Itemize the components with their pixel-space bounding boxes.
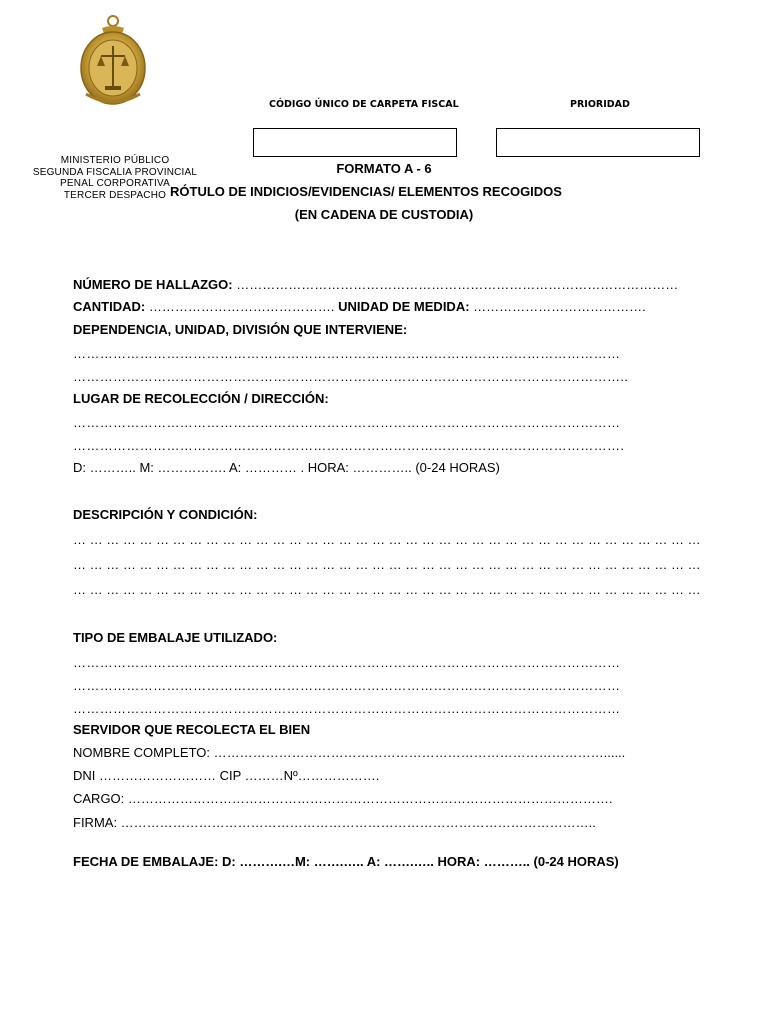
dependencia-field-line-2[interactable]: …………………………………………………………………………………………………………….. xyxy=(73,369,629,384)
prosecutor-seal-icon xyxy=(74,14,152,110)
firma-field[interactable]: FIRMA: ……………………………………………………………………………………………….. xyxy=(73,815,596,830)
dni-cip-field[interactable]: DNI ……………………… CIP ………Nº………………. xyxy=(73,768,380,783)
prioridad-label: PRIORIDAD xyxy=(570,99,630,110)
tipo-embalaje-label: TIPO DE EMBALAJE UTILIZADO: xyxy=(73,630,278,645)
descripcion-field-line-1[interactable]: … … … … … … … … … … … … … … … … … … … … … … … … … … … … … … … … … … … … … … xyxy=(73,532,701,547)
cargo-field[interactable]: CARGO: …………………………………………………………………………………………………. xyxy=(73,791,613,806)
unidad-medida-field[interactable]: …………………………………. xyxy=(473,299,646,314)
nombre-completo-field[interactable]: NOMBRE COMPLETO: ………………………………………………………………………………...... xyxy=(73,745,626,760)
dependencia-label: DEPENDENCIA, UNIDAD, DIVISIÓN QUE INTERVIENE: xyxy=(73,322,408,337)
descripcion-field-line-3[interactable]: … … … … … … … … … … … … … … … … … … … … … … … … … … … … … … … … … … … … … … xyxy=(73,582,701,597)
cantidad-row xyxy=(73,299,646,314)
numero-hallazgo-field[interactable]: ………………………………………………………………………………………… xyxy=(236,277,679,292)
agency-line-4: TERCER DESPACHO xyxy=(63,189,167,201)
codigo-carpeta-label: CÓDIGO ÚNICO DE CARPETA FISCAL xyxy=(269,99,459,110)
numero-hallazgo-label: NÚMERO DE HALLAZGO: xyxy=(73,277,233,292)
lugar-recoleccion-label: LUGAR DE RECOLECCIÓN / DIRECCIÓN: xyxy=(73,391,329,406)
cantidad-field[interactable]: ……………………………………. xyxy=(148,299,335,314)
embalaje-field-line-3[interactable]: …………………………………………………………………………………………………………… xyxy=(73,701,621,716)
cantidad-label: CANTIDAD: xyxy=(73,299,146,314)
lugar-field-line-2[interactable]: ……………………………………………………………………………………………………………. xyxy=(73,438,625,453)
numero-hallazgo-row xyxy=(73,277,678,292)
embalaje-field-line-1[interactable]: …………………………………………………………………………………………………………… xyxy=(73,655,621,670)
cadena-title: (EN CADENA DE CUSTODIA) xyxy=(294,207,474,222)
descripcion-field-line-2[interactable]: … … … … … … … … … … … … … … … … … … … … … … … … … … … … … … … … … … … … … … xyxy=(73,557,701,572)
agency-line-2: SEGUNDA FISCALIA PROVINCIAL xyxy=(32,166,198,178)
lugar-field-line-1[interactable]: …………………………………………………………………………………………………………… xyxy=(73,415,621,430)
rotulo-title: RÓTULO DE INDICIOS/EVIDENCIAS/ ELEMENTOS RECOGIDOS xyxy=(170,184,562,199)
codigo-carpeta-field[interactable] xyxy=(253,128,457,157)
formato-title: FORMATO A - 6 xyxy=(336,161,432,176)
servidor-label: SERVIDOR QUE RECOLECTA EL BIEN xyxy=(73,722,311,737)
agency-line-3: PENAL CORPORATIVA xyxy=(60,178,170,189)
unidad-medida-label: UNIDAD DE MEDIDA: xyxy=(338,299,470,314)
prioridad-field[interactable] xyxy=(496,128,700,157)
descripcion-label: DESCRIPCIÓN Y CONDICIÓN: xyxy=(73,507,258,522)
embalaje-field-line-2[interactable]: …………………………………………………………………………………………………………… xyxy=(73,678,621,693)
fecha-embalaje-field[interactable]: FECHA DE EMBALAJE: D: ……….…M: …….….. A: …….….. HORA: ……….. (0-24 HORAS) xyxy=(73,854,619,869)
agency-line-1: MINISTERIO PÚBLICO xyxy=(60,155,170,166)
fecha-recoleccion-field[interactable]: D: ……….. M: ……………. A: ………… . HORA: ………….. (0-24 HORAS) xyxy=(73,460,500,475)
dependencia-field-line-1[interactable]: …………………………………………………………………………………………………………… xyxy=(73,346,621,361)
